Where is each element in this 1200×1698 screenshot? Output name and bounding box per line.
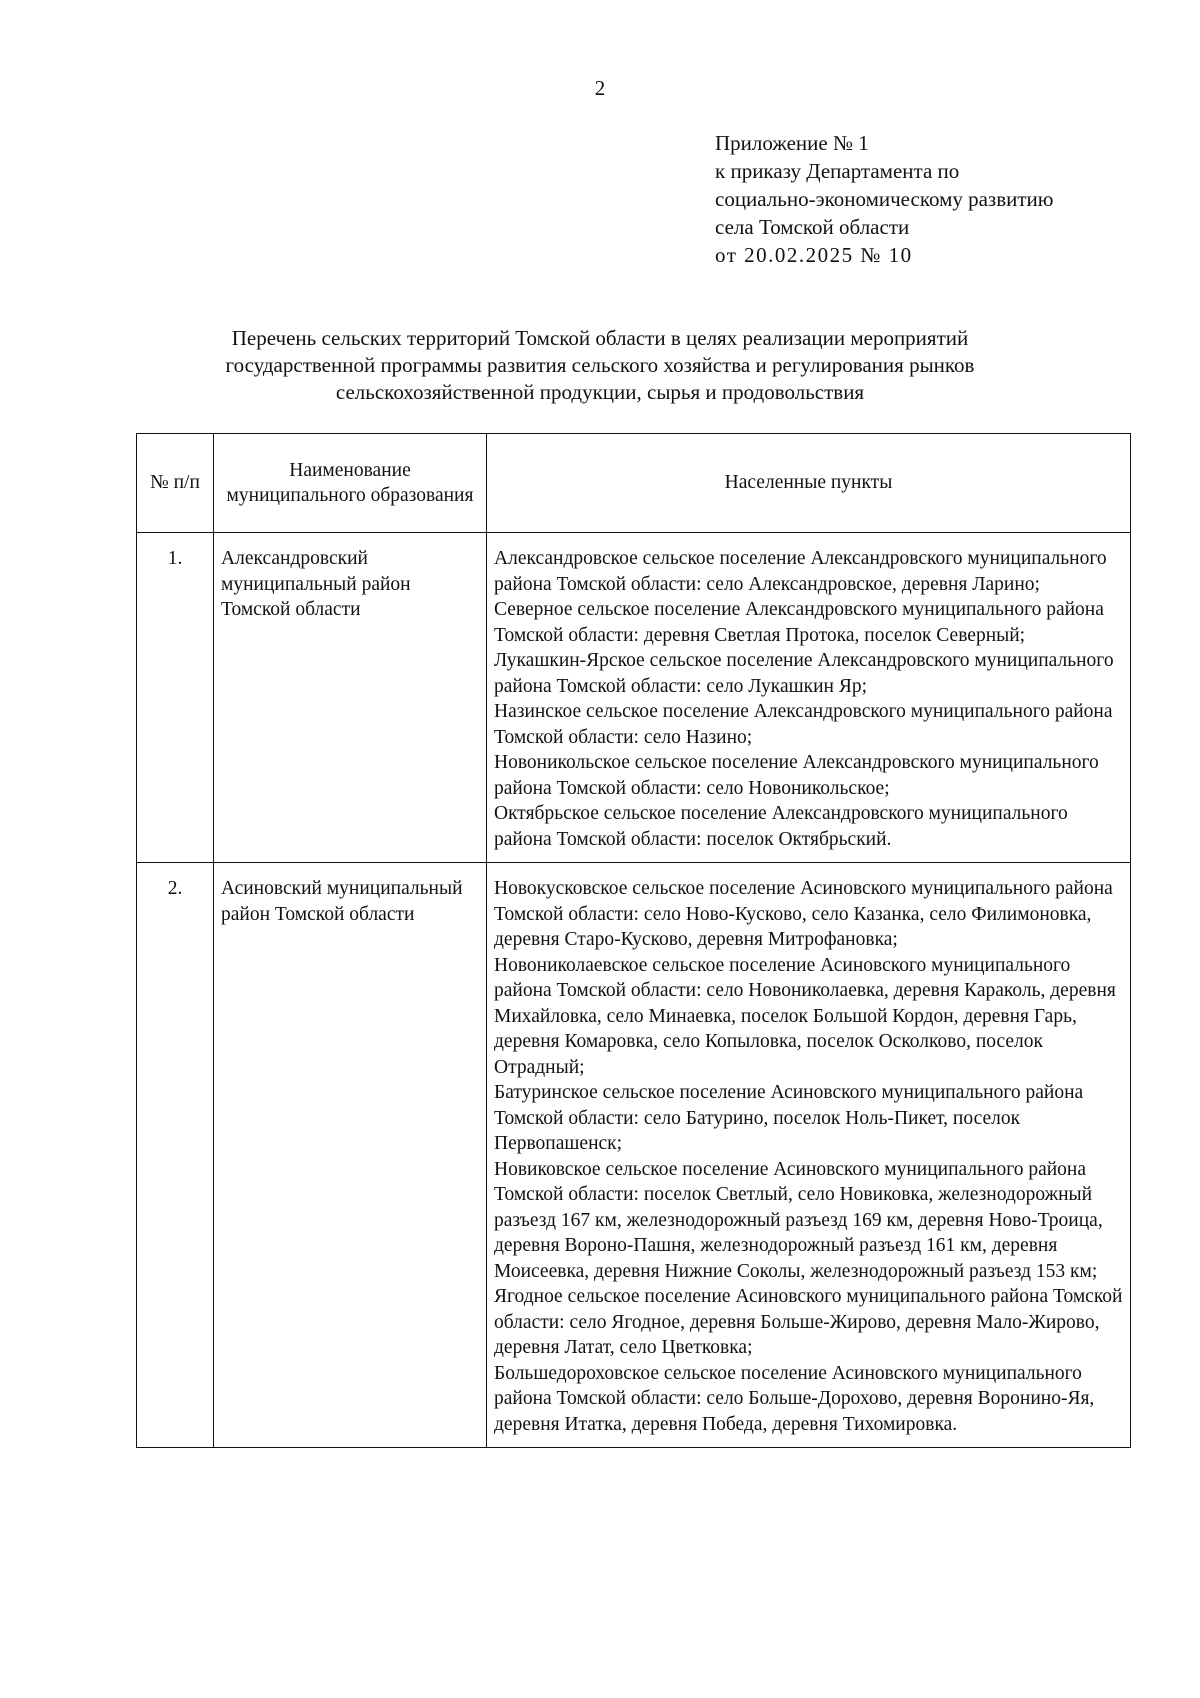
settlement-entry: Новониколаевское сельское поселение Асиновского муниципального района Томской области: село Новониколаевка, деревня Караколь, деревня Михайловка, село Минаевка, поселок Большой Кордон, деревня Гарь, деревня Комаровка, село Копыловка, поселок Осколково, поселок Отрадный; xyxy=(494,954,1116,1078)
settlement-entry: Северное сельское поселение Александровского муниципального района Томской области: деревня Светлая Протока, поселок Северный; xyxy=(494,599,1104,646)
page-number: 2 xyxy=(594,76,606,100)
row-number: 2. xyxy=(137,863,214,1448)
table-header-row xyxy=(137,434,1131,533)
settlement-entry: Большедороховское сельское поселение Асиновского муниципального района Томской области: село Больше-Дорохово, деревня Воронино-Яя, деревня Итатка, деревня Победа, деревня Тихомировка. xyxy=(494,1362,1095,1435)
row-settlements xyxy=(487,863,1131,1448)
row-number: 1. xyxy=(137,533,214,863)
appendix-line: села Томской области xyxy=(715,215,910,239)
settlement-entry: Назинское сельское поселение Александровского муниципального района Томской области: село Назино; xyxy=(494,701,1113,748)
table-row xyxy=(137,863,1131,1448)
appendix-line: Приложение № 1 xyxy=(715,131,869,155)
header-municipality: Наименование муниципального образования xyxy=(214,434,487,533)
rural-territories-table xyxy=(136,433,1131,1448)
document-title xyxy=(150,325,1050,406)
settlement-entry: Лукашкин-Ярское сельское поселение Александровского муниципального района Томской области: село Лукашкин Яр; xyxy=(494,650,1114,697)
settlement-entry: Новиковское сельское поселение Асиновского муниципального района Томской области: поселок Светлый, село Новиковка, железнодорожный разъезд 167 км, железнодорожный разъезд 169 км, деревня Ново-Троица, деревня Вороно-Пашня, железнодорожный разъезд 161 км, деревня Моисеевка, деревня Нижние Соколы, железнодорожный разъезд 153 км; xyxy=(494,1158,1103,1282)
settlement-entry: Батуринское сельское поселение Асиновского муниципального района Томской области: село Батурино, поселок Ноль-Пикет, поселок Первопашенск; xyxy=(494,1082,1084,1154)
settlement-entry: Ягодное сельское поселение Асиновского муниципального района Томской области: село Ягодное, деревня Больше-Жирово, деревня Мало-Жирово, деревня Латат, село Цветковка; xyxy=(494,1286,1123,1358)
appendix-date-line: от 20.02.2025 № 10 xyxy=(715,243,913,267)
title-line: Перечень сельских территорий Томской области в целях реализации мероприятий xyxy=(231,326,969,350)
row-municipality: Асиновский муниципальный район Томской области xyxy=(214,863,487,1448)
appendix-line: социально-экономическому развитию xyxy=(715,187,1054,211)
table-row xyxy=(137,533,1131,863)
appendix-header xyxy=(715,129,1155,269)
header-number: № п/п xyxy=(137,434,214,533)
settlement-entry: Октябрьское сельское поселение Александровского муниципального района Томской области: поселок Октябрьский. xyxy=(494,803,1068,850)
appendix-line: к приказу Департамента по xyxy=(715,159,960,183)
settlement-entry: Новоникольское сельское поселение Александровского муниципального района Томской области: село Новоникольское; xyxy=(494,752,1099,799)
settlement-entry: Новокусковское сельское поселение Асиновского муниципального района Томской области: село Ново-Кусково, село Казанка, село Филимоновка, деревня Старо-Кусково, деревня Митрофановка; xyxy=(494,878,1113,950)
header-settlements: Населенные пункты xyxy=(487,434,1131,533)
row-settlements xyxy=(487,533,1131,863)
title-line: сельскохозяйственной продукции, сырья и продовольствия xyxy=(335,380,865,404)
settlement-entry: Александровское сельское поселение Александровского муниципального района Томской области: село Александровское, деревня Ларино; xyxy=(494,548,1107,595)
row-municipality: Александровский муниципальный район Томской области xyxy=(214,533,487,863)
title-line: государственной программы развития сельского хозяйства и регулирования рынков xyxy=(225,353,975,377)
